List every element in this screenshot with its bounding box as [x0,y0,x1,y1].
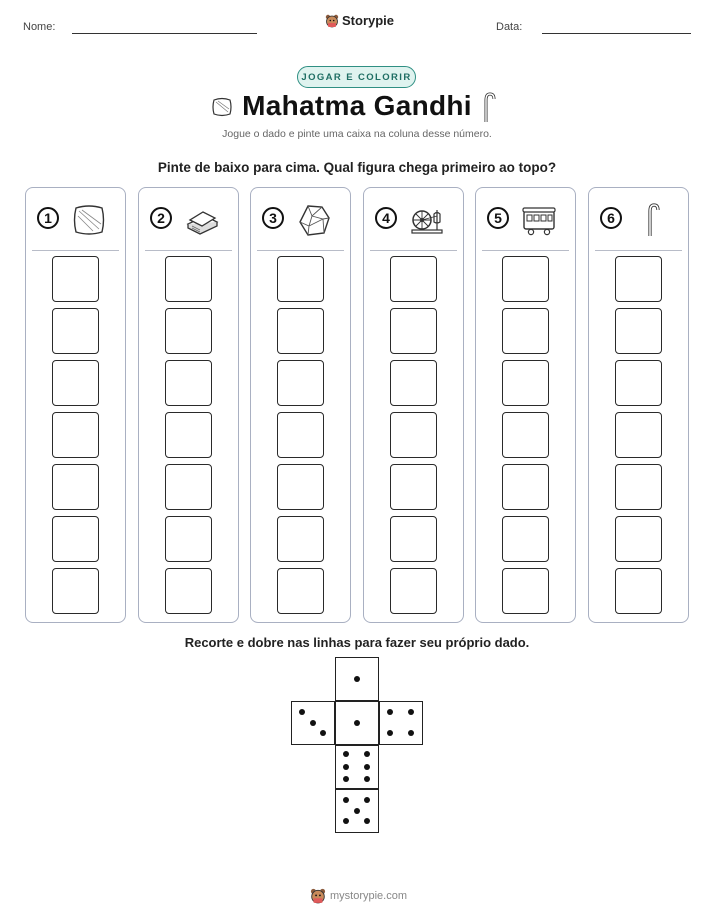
color-box[interactable] [52,412,99,458]
spinning-wheel-icon [409,202,445,238]
column-number: 4 [375,207,397,229]
color-box[interactable] [615,516,662,562]
color-box[interactable] [52,516,99,562]
dice-pip [387,709,393,715]
color-box[interactable] [390,516,437,562]
dice-pip [364,776,370,782]
color-box[interactable] [502,516,549,562]
footer-url: mystorypie.com [330,890,408,902]
walking-stick-icon [634,202,670,238]
color-box[interactable] [277,256,324,302]
dice-pip [364,751,370,757]
color-box[interactable] [615,568,662,614]
color-box[interactable] [52,568,99,614]
column-2 [138,187,239,623]
color-box[interactable] [165,516,212,562]
column-number: 5 [487,207,509,229]
date-label: Data: [496,21,523,33]
color-box[interactable] [615,308,662,354]
dice-pip [354,676,360,682]
column-5 [475,187,576,623]
book-icon [184,202,220,238]
gem-icon [296,202,332,238]
color-box[interactable] [277,516,324,562]
color-box[interactable] [52,464,99,510]
activity-badge: JOGAR E COLORIR [297,66,416,88]
dice-pip [343,764,349,770]
dice-face-3 [291,701,335,745]
name-line[interactable] [72,33,257,34]
page-title: Mahatma Gandhi [242,90,472,121]
dice-pip [310,720,316,726]
color-box[interactable] [165,308,212,354]
color-box[interactable] [615,412,662,458]
dice-face-5 [335,789,379,833]
color-box[interactable] [502,464,549,510]
name-label: Nome: [23,21,56,33]
color-box[interactable] [165,360,212,406]
dice-pip [343,751,349,757]
cloth-icon [71,202,107,238]
color-box[interactable] [277,360,324,406]
color-box[interactable] [502,256,549,302]
column-number: 3 [262,207,284,229]
dice-pip [387,730,393,736]
column-6 [588,187,689,623]
column-3 [250,187,351,623]
color-box[interactable] [390,568,437,614]
color-box[interactable] [502,412,549,458]
date-line[interactable] [542,33,691,34]
color-box[interactable] [52,256,99,302]
column-number: 2 [150,207,172,229]
column-4 [363,187,464,623]
walking-stick-title-icon [482,92,496,124]
dice-pip [408,709,414,715]
bear-logo-icon [310,888,326,904]
dice-pip [343,776,349,782]
color-box[interactable] [615,360,662,406]
column-divider [370,250,457,251]
color-box[interactable] [52,360,99,406]
color-box[interactable] [277,412,324,458]
dice-pip [364,797,370,803]
color-box[interactable] [277,308,324,354]
color-box[interactable] [390,256,437,302]
footer [310,888,407,904]
dice-pip [364,818,370,824]
color-box[interactable] [390,308,437,354]
dice-face-6 [335,745,379,789]
column-1 [25,187,126,623]
color-box[interactable] [165,568,212,614]
bear-logo-icon [325,14,339,28]
dice-face-1 [335,701,379,745]
train-car-icon [521,202,557,238]
color-box[interactable] [165,412,212,458]
dice-pip [364,764,370,770]
dice-pip [408,730,414,736]
subtitle: Jogue o dado e pinte uma caixa na coluna desse número. [222,128,492,140]
color-box[interactable] [390,412,437,458]
dice-pip [299,709,305,715]
column-number: 1 [37,207,59,229]
color-box[interactable] [52,308,99,354]
color-box[interactable] [277,464,324,510]
column-divider [32,250,119,251]
color-box[interactable] [502,308,549,354]
instruction: Pinte de baixo para cima. Qual figura chega primeiro ao topo? [157,160,557,175]
dice-face-1 [335,657,379,701]
column-divider [145,250,232,251]
cloth-title-icon [210,95,234,119]
column-divider [257,250,344,251]
column-number: 6 [600,207,622,229]
brand-name: Storypie [342,13,395,28]
color-box[interactable] [502,360,549,406]
dice-pip [343,818,349,824]
color-box[interactable] [615,464,662,510]
dice-pip [343,797,349,803]
column-divider [482,250,569,251]
color-box[interactable] [615,256,662,302]
column-divider [595,250,682,251]
color-box[interactable] [502,568,549,614]
cut-instruction: Recorte e dobre nas linhas para fazer seu próprio dado. [184,635,530,650]
color-box[interactable] [165,256,212,302]
dice-pip [354,808,360,814]
color-box[interactable] [165,464,212,510]
dice-pip [354,720,360,726]
color-box[interactable] [390,360,437,406]
dice-face-4 [379,701,423,745]
color-box[interactable] [277,568,324,614]
dice-pip [320,730,326,736]
brand-logo [325,13,394,28]
color-box[interactable] [390,464,437,510]
